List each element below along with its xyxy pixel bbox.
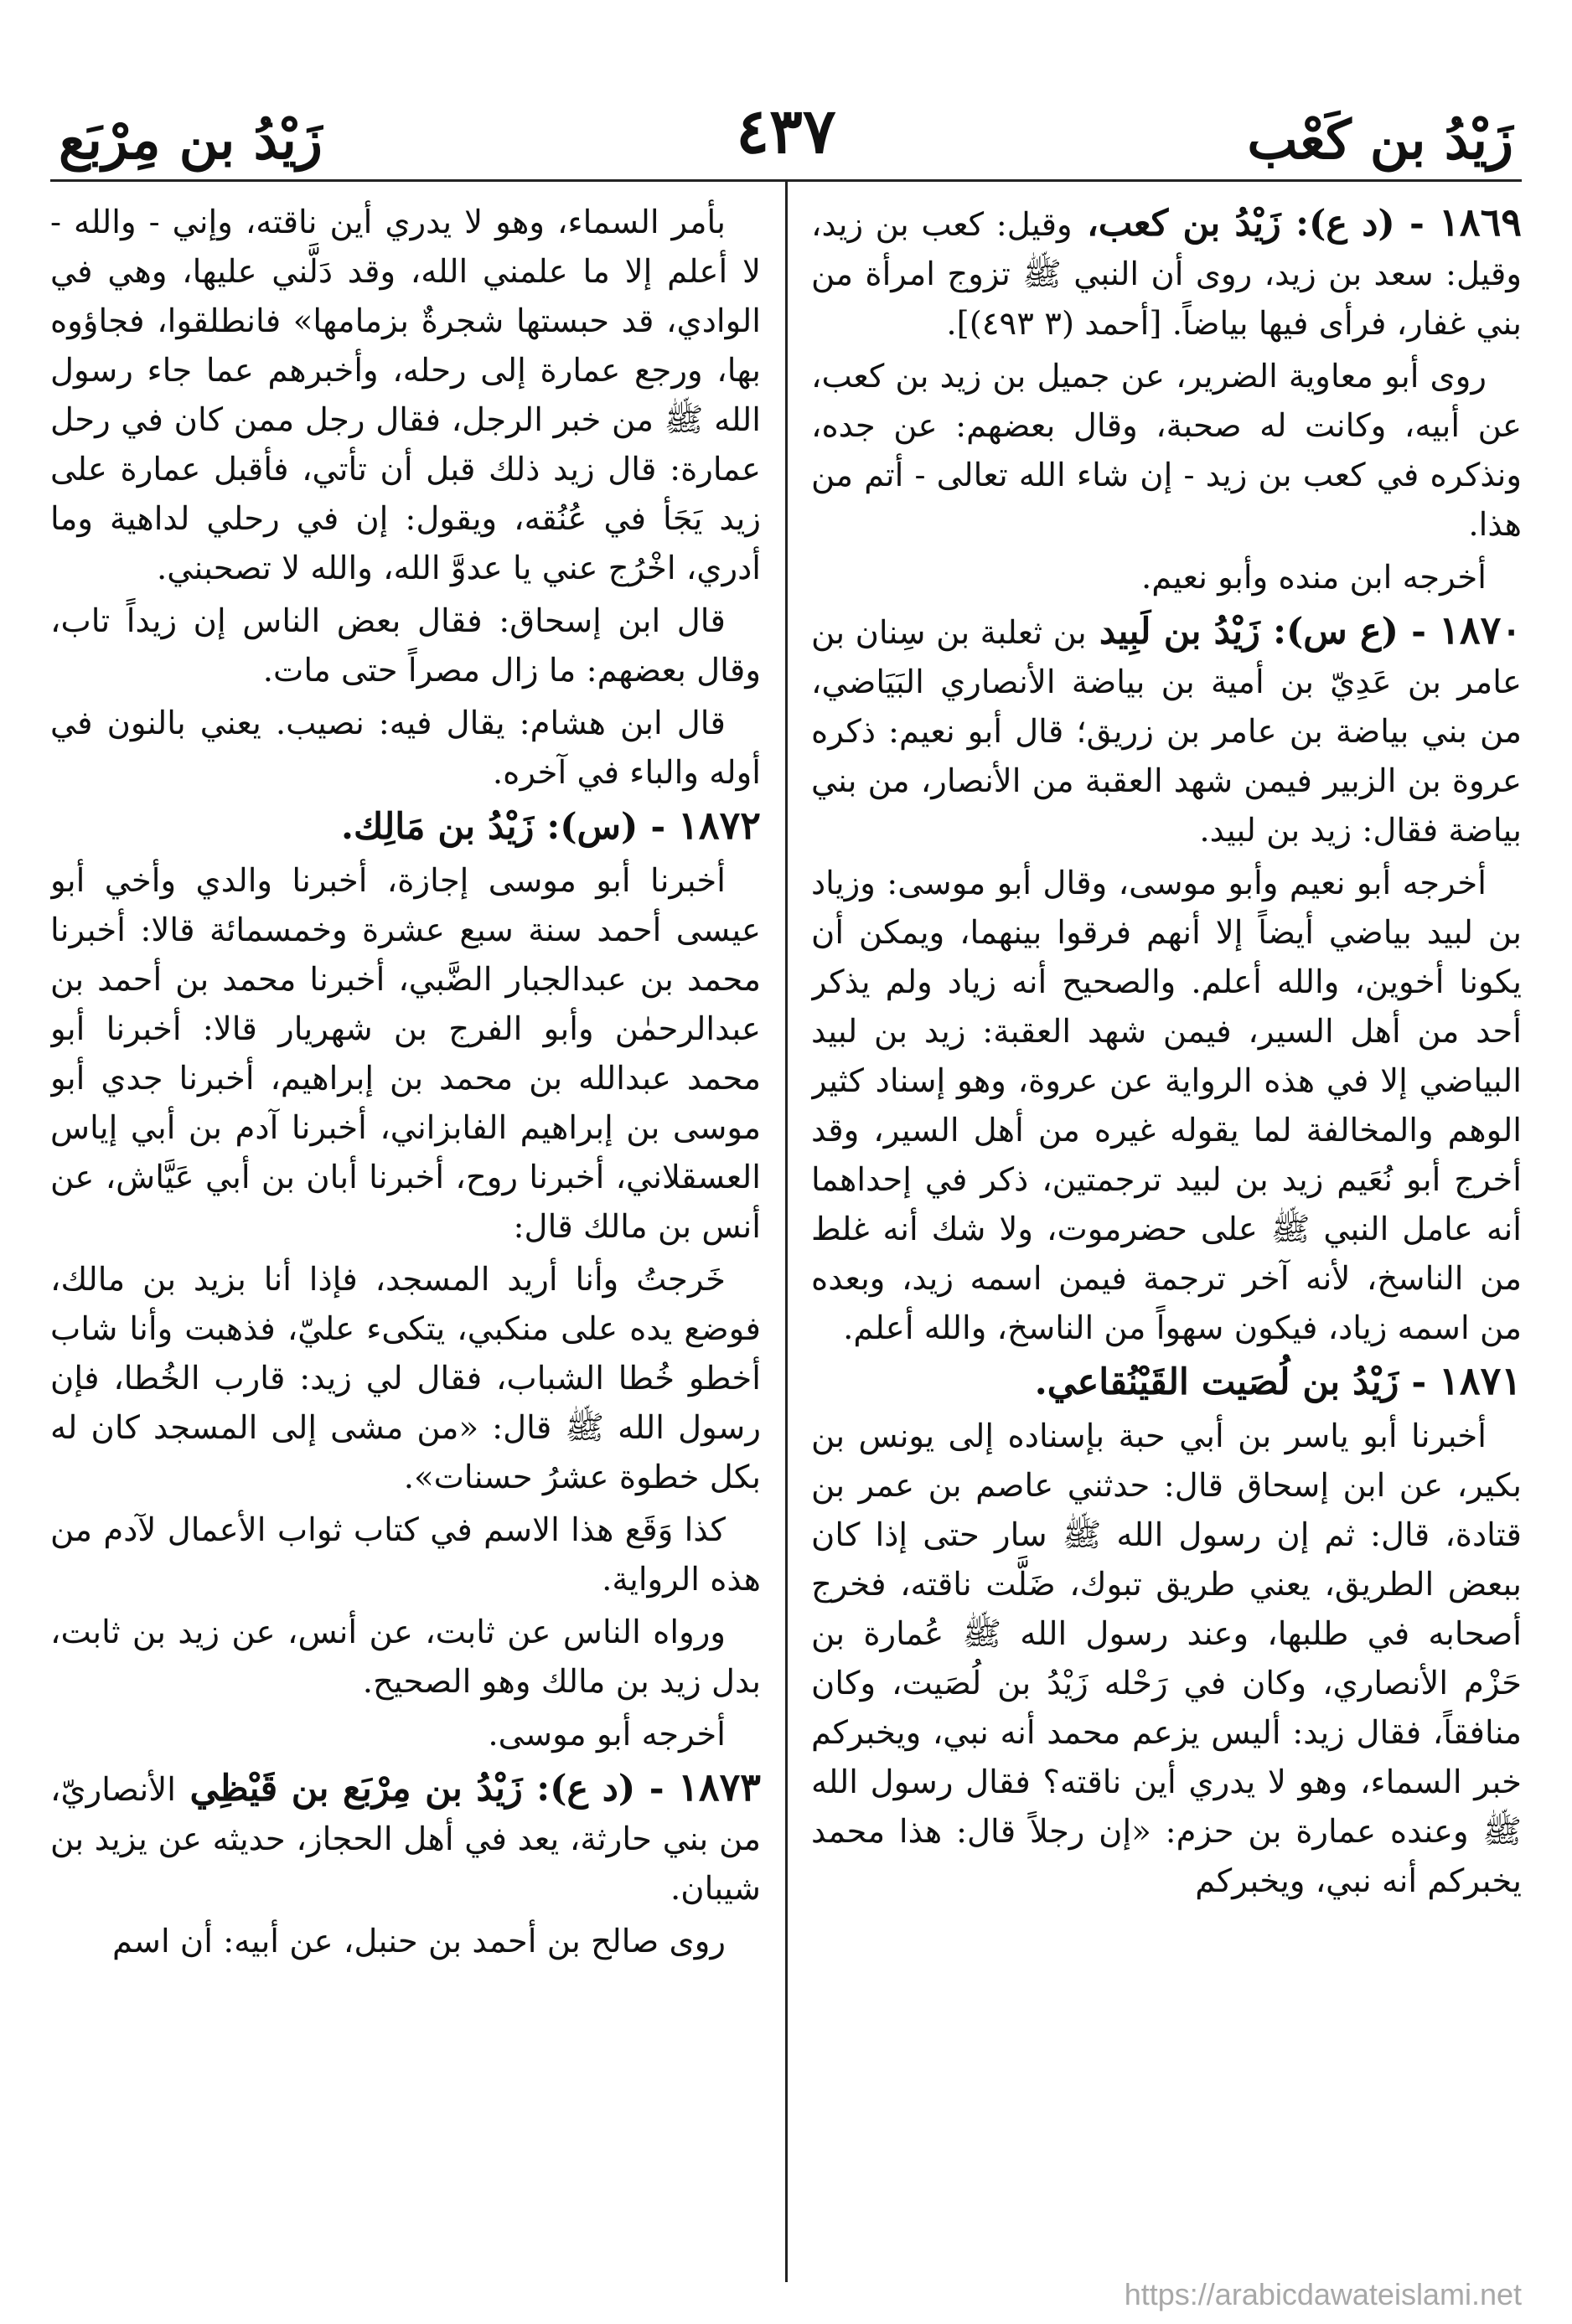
left-column [50,198,761,2275]
paragraph-text: روى صالح بن أحمد بن حنبل، عن أبيه: أن اسم [111,1923,726,1960]
entry-heading: - (س): زَيْدُ بن مَالِك. [340,806,679,848]
body-paragraph [50,1505,761,1604]
paragraph-text: قال ابن هشام: يقال فيه: نصيب. يعني بالنون في أوله والباء في آخره. [50,705,761,792]
body-paragraph [811,553,1522,602]
paragraph-text: روى أبو معاوية الضرير، عن جميل بن زيد بن كعب، عن أبيه، وكانت له صحبة، وقال بعضهم: عن جده، ونذكره في كعب بن زيد - إن شاء الله تعالى - أتم من هذا. [811,358,1522,544]
body-paragraph [50,1608,761,1707]
entry-number: ١٨٧٢ [678,803,761,848]
entry-number: ١٨٧٠ [1439,607,1522,653]
body-paragraph [50,1255,761,1502]
body-paragraph [50,856,761,1252]
entry-number: ١٨٧١ [1439,1358,1522,1403]
watermark-url: https://arabicdawateislami.net [1124,2277,1522,2311]
paragraph-text: كذا وَقَع هذا الاسم في كتاب ثواب الأعمال لآدم من هذه الرواية. [50,1511,761,1598]
body-paragraph [50,198,761,593]
entry-number: ١٨٦٩ [1439,199,1522,245]
paragraph-text: بأمر السماء، وهو لا يدري أين ناقته، وإني - والله - لا أعلم إلا ما علمني الله، وقد دَلَّني عليها، وهي في الوادي، قد حبستها شجرةٌ بزمامها» فانطلقوا، فجاؤوه بها، ورجع عمارة إلى رحله، وأخبرهم عما جاء رسول الله ﷺ من خبر الرجل، فقال رجل ممن كان في رحل عمارة: قال زيد ذلك قبل أن تأتي، فأقبل عمارة على زيد يَجَأ في عُنُقه، ويقول: إن في رحلي لداهية وما أدري، اخْرُج عني يا عدوَّ الله، والله لا تصحبني. [50,204,761,587]
column-divider [785,179,788,2282]
paragraph-text: قال ابن إسحاق: فقال بعض الناس إن زيداً تاب، وقال بعضهم: ما زال مصراً حتى مات. [50,602,761,689]
entry-paragraph [811,606,1522,855]
paragraph-text: أخبرنا أبو موسى إجازة، أخبرنا والدي وأخي أبو عيسى أحمد سنة سبع عشرة وخمسمائة قالا: أخبرنا محمد بن عبدالجبار الضَّبي، أخبرنا محمد بن أحمد بن عبدالرحمٰن وأبو الفرج بن شهريار قالا: أخبرنا أبو محمد عبدالله بن محمد بن إبراهيم، أخبرنا جدي أبو موسى بن إبراهيم الفابزاني، أخبرنا آدم بن أبي إياس العسقلاني، أخبرنا روح، أخبرنا أبان بن أبي عَيَّاش، عن أنس بن مالك قال: [50,862,761,1246]
body-paragraph [50,1917,761,1966]
body-paragraph [50,1710,761,1759]
entry-paragraph [50,801,761,853]
body-paragraph [811,352,1522,550]
running-title-right: زَيْدُ بن كَعْب [1247,109,1513,172]
running-title-left: زَيْدُ بن مِرْبَع [59,109,323,172]
body-paragraph [50,596,761,695]
body-paragraph [50,699,761,798]
entry-heading: - (د ع): زَيْدُ بن مِرْبَع بن قَيْظِي [175,1768,679,1810]
entry-paragraph [811,1356,1522,1408]
paragraph-text: أخرجه أبو نعيم وأبو موسى، وقال أبو موسى: وزياد بن لبيد بياضي أيضاً إلا أنهم فرقوا بينهما، ويمكن أن يكونا أخوين، والله أعلم. والصحيح أنه زياد ولم يذكر أحد من أهل السير، فيمن شهد العقبة: زيد بن لبيد البياضي إلا في هذه الرواية عن عروة، وهو إسناد كثير الوهم والمخالفة لما يقوله غيره من أهل السير، وقد أخرج أبو نُعَيم زيد بن لبيد ترجمتين، ذكر في إحداهما أنه عامل النبي ﷺ على حضرموت، ولا شك أنه غلط من الناسخ، لأنه آخر ترجمة فيمن اسمه زيد، وبعده من اسمه زياد، فيكون سهواً من الناسخ، والله أعلم. [811,865,1522,1347]
paragraph-text: خَرجتُ وأنا أريد المسجد، فإذا أنا بزيد بن مالك، فوضع يده على منكبي، يتكىء عليّ، فذهبت وأنا شاب أخطو خُطا الشباب، فقال لي زيد: قارب الخُطا، فإن رسول الله ﷺ قال: «من مشى إلى المسجد كان له بكل خطوة عشرُ حسنات». [50,1261,761,1496]
paragraph-text: أخرجه أبو موسى. [488,1716,726,1753]
paragraph-text: بن ثعلبة بن سِنان بن عامر بن عَدِيّ بن أمية بن بياضة الأنصاري البَيَاضي، من بني بياضة بن عامر بن زريق؛ قال أبو نعيم: ذكره عروة بن الزبير فيمن شهد العقبة من الأنصار، من بني بياضة فقال: زيد بن لبيد. [811,614,1522,850]
body-paragraph [811,1412,1522,1906]
entry-heading: - زَيْدُ بن لُصَيت القَيْنُقاعي. [1034,1361,1440,1403]
entry-paragraph [811,198,1522,349]
paragraph-text: ورواه الناس عن ثابت، عن أنس، عن زيد بن ثابت، بدل زيد بن مالك وهو الصحيح. [50,1614,761,1701]
entry-heading: - (ع س): زَيْدُ بن لَبِيد [1086,611,1440,653]
paragraph-text: أخرجه ابن منده وأبو نعيم. [1141,559,1487,596]
page-header [50,84,1522,176]
entry-number: ١٨٧٣ [678,1764,761,1810]
paragraph-text: وقيل: كعب بن زيد، وقيل: سعد بن زيد، روى أن النبي ﷺ تزوج امرأة من بني غفار، فرأى فيها بياضاً. [أحمد (٣ ٤٩٣)]. [811,206,1522,343]
body-paragraph [811,859,1522,1353]
entry-heading: - (د ع): زَيْدُ بن كعب، [1072,203,1440,245]
paragraph-text: أخبرنا أبو ياسر بن أبي حبة بإسناده إلى يونس بن بكير، عن ابن إسحاق قال: حدثني عاصم بن عمر بن قتادة، قال: ثم إن رسول الله ﷺ سار حتى إذا كان ببعض الطريق، يعني طريق تبوك، ضَلَّت ناقته، فخرج أصحابه في طلبها، وعند رسول الله ﷺ عُمارة بن حَزْم الأنصاري، وكان في رَحْله زَيْدُ بن لُصَيت، وكان منافقاً، فقال زيد: أليس يزعم محمد أنه نبي، ويخبركم خبر السماء، وهو لا يدري أين ناقته؟ فقال رسول الله ﷺ وعنده عمارة بن حزم: «إن رجلاً قال: هذا محمد يخبركم أنه نبي، ويخبركم [811,1418,1522,1900]
entry-paragraph [50,1763,761,1913]
paragraph-text: الأنصاريّ، من بني حارثة، يعد في أهل الحجاز، حديثه عن يزيد بن شيبان. [50,1771,761,1908]
right-column [811,198,1522,2275]
page-number: ٤٣٧ [736,96,836,168]
